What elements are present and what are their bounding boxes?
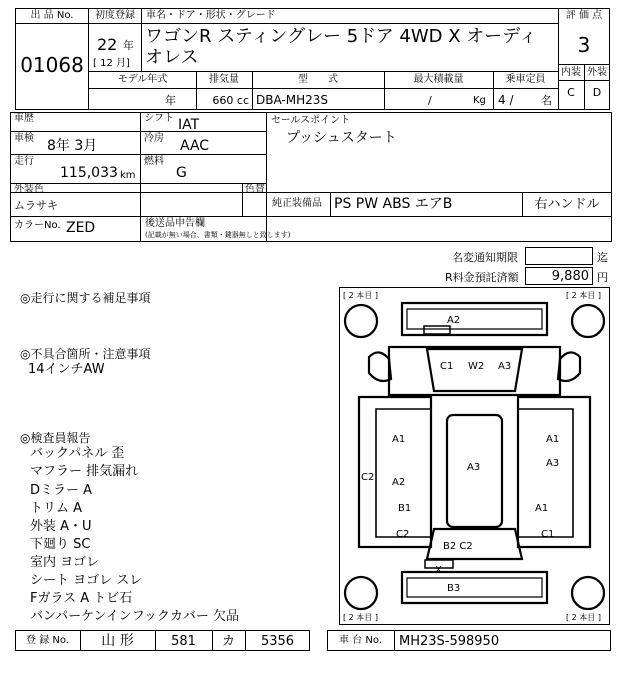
car-name-label: 車名・ドア・形状・グレード — [146, 10, 276, 21]
defects-title: ◎不具合箇所・注意事項 — [20, 347, 151, 361]
mark-rear-bumper: B3 — [447, 583, 461, 594]
reg-class: 581 — [171, 634, 196, 649]
model-year-unit: 年 — [165, 94, 176, 107]
score-value: 3 — [577, 33, 591, 57]
color-no-label: カラーNo. — [14, 220, 61, 231]
displacement-value: 660 cc — [212, 94, 249, 107]
mark-rear-x: X — [435, 565, 442, 576]
recycle-value: 9,880 — [551, 269, 589, 284]
recycle-unit: 円 — [597, 271, 608, 284]
inspection-label: 車検 — [14, 133, 34, 144]
first-reg-year: 22 — [97, 35, 118, 54]
inspector-item: Dミラー A — [30, 483, 93, 498]
mark-right-rear-1: A1 — [535, 503, 549, 514]
inspector-item: シート ヨゴレ スレ — [30, 573, 143, 588]
name-change-unit: 迄 — [597, 251, 608, 264]
capacity-unit: 名 — [541, 94, 552, 107]
corner-label-bl: [ 2 本目 ] — [343, 613, 378, 622]
car-outline-svg — [339, 287, 610, 625]
inspection-value: 8年 3月 — [47, 138, 98, 154]
mileage-label: 走行 — [14, 156, 34, 167]
max-load-sep: / — [428, 94, 432, 107]
type-label: 型 式 — [298, 74, 338, 85]
mark-left-rear-1: B1 — [398, 503, 412, 514]
exterior-grade: D — [592, 86, 602, 99]
lot-no-value: 01068 — [20, 53, 84, 77]
mark-windshield-left: C1 — [440, 361, 454, 372]
capacity-value: 4 / — [498, 93, 514, 107]
sales-point-value: プッシュスタート — [286, 130, 397, 146]
mark-roof: A3 — [467, 462, 481, 473]
mileage-unit: km — [120, 170, 136, 181]
interior-label: 内装 — [561, 67, 581, 78]
mark-windshield-right: A3 — [498, 361, 512, 372]
steering-value: 右ハンドル — [534, 197, 600, 212]
aftermarket-note: (記載が無い場合、書類・鍵器無しと致します) — [145, 231, 291, 239]
fuel-label: 燃料 — [144, 156, 164, 167]
reg-kana: カ — [221, 634, 235, 649]
equipment-value: PS PW ABS エアB — [334, 196, 453, 212]
interior-grade: C — [567, 86, 575, 99]
chassis-label: 車 台 No. — [339, 635, 382, 646]
score-label: 評 価 点 — [565, 10, 603, 21]
reg-number: 5356 — [260, 634, 295, 649]
first-reg-month: [ 12 月] — [93, 58, 130, 69]
name-change-label: 名変通知期限 — [452, 251, 518, 264]
history-label: 車歴 — [14, 113, 34, 124]
mark-windshield-mid: W2 — [468, 361, 485, 372]
car-name-value: ワゴンR スティングレー 5ドア 4WD X オーディオレス — [145, 26, 537, 68]
mark-left-fender: C2 — [361, 472, 375, 483]
corner-label-br: [ 2 本目 ] — [566, 613, 601, 622]
inspector-item: マフラー 排気漏れ — [30, 464, 139, 479]
type-value: DBA-MH23S — [256, 93, 329, 107]
color-no-value: ZED — [66, 220, 96, 236]
inspector-title: ◎検査員報告 — [20, 431, 91, 445]
mark-rear-window: B2 C2 — [443, 541, 473, 552]
inspector-item: 外装 A・U — [30, 519, 92, 534]
exterior-label: 外装 — [587, 67, 607, 78]
inspector-item: Fガラス A トビ石 — [30, 591, 133, 606]
mileage-value: 115,033 — [60, 165, 118, 181]
max-load-label: 最大積載量 — [413, 74, 464, 85]
ac-label: 冷房 — [144, 133, 164, 144]
mark-top-bumper: A2 — [447, 315, 461, 326]
chassis-value: MH23S-598950 — [399, 634, 500, 649]
color-change-label: 色替 — [245, 184, 265, 195]
inspector-item: トリム A — [30, 501, 83, 516]
sales-point-label: セールスポイント — [271, 115, 351, 126]
model-year-label: モデル年式 — [117, 74, 168, 85]
name-change-box — [525, 247, 593, 265]
first-reg-label: 初度登録 — [95, 10, 135, 21]
corner-label-tl: [ 2 本目 ] — [343, 291, 378, 300]
mark-left-door-front: A1 — [392, 434, 406, 445]
inspector-item: バックパネル 歪 — [30, 446, 125, 461]
shift-label: シフト — [144, 113, 174, 124]
ext-color-label: 外装色 — [14, 184, 44, 195]
mark-left-door-rear: A2 — [392, 477, 406, 488]
mark-right-door-rear: A3 — [546, 458, 560, 469]
reg-region: 山 形 — [101, 633, 134, 649]
displacement-label: 排気量 — [209, 74, 239, 85]
driving-remarks-title: ◎走行に関する補足事項 — [20, 291, 151, 305]
mark-right-door-front: A1 — [546, 434, 560, 445]
ext-color-value: ムラサキ — [14, 199, 58, 212]
car-damage-diagram — [339, 287, 610, 625]
fuel-value: G — [176, 165, 187, 181]
inspector-item: 室内 ヨゴレ — [30, 555, 100, 570]
mark-right-rear-2: C1 — [541, 529, 555, 540]
ac-value: AAC — [180, 138, 210, 154]
shift-value: IAT — [178, 117, 200, 133]
defects-item: 14インチAW — [28, 362, 105, 377]
aftermarket-label: 後送品申告欄 — [145, 218, 205, 229]
max-load-unit: Kg — [473, 95, 486, 106]
inspector-item: バンパーケンインフックカバー 欠品 — [30, 609, 240, 624]
mark-left-rear-2: C2 — [396, 529, 410, 540]
recycle-label: R料金預託済額 — [445, 271, 519, 284]
inspector-item: 下廻り SC — [30, 537, 91, 552]
equipment-label: 純正装備品 — [272, 198, 322, 209]
reg-no-label: 登 録 No. — [26, 635, 69, 646]
lot-no-label: 出 品 No. — [30, 10, 74, 21]
capacity-label: 乗車定員 — [505, 74, 546, 85]
first-reg-year-unit: 年 — [123, 39, 134, 52]
corner-label-tr: [ 2 本目 ] — [566, 291, 601, 300]
